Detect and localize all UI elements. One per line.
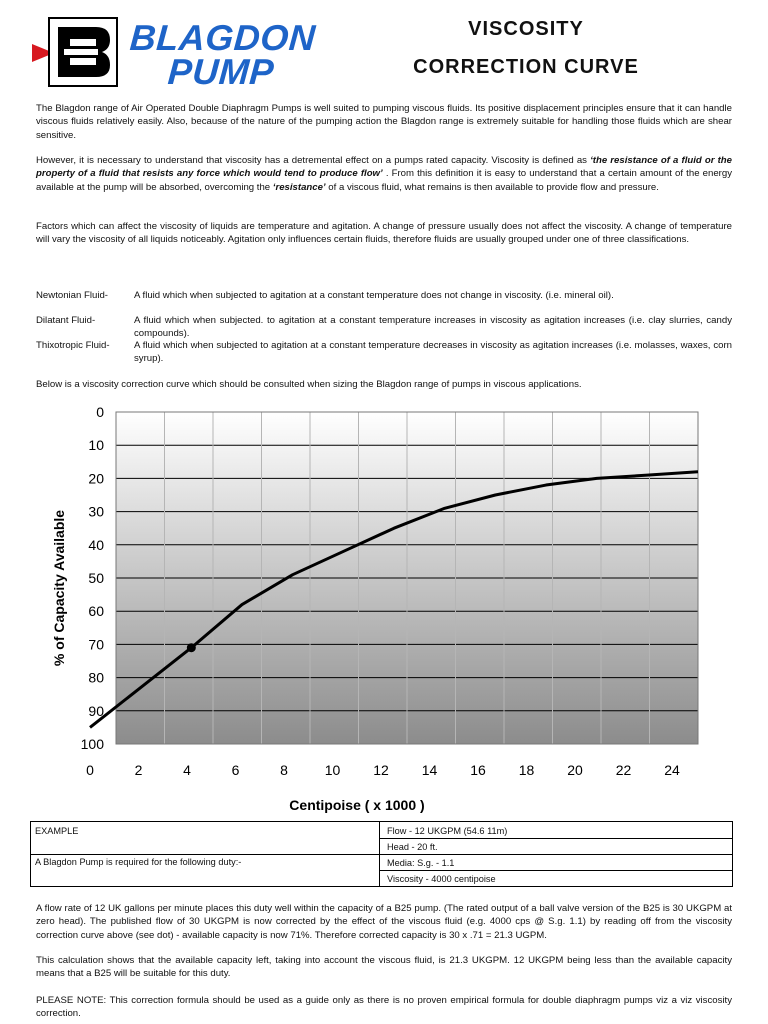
definition-term-dilatant: Dilatant Fluid- bbox=[36, 315, 96, 326]
viscosity-correction-chart bbox=[30, 396, 730, 816]
page-title-line1: VISCOSITY bbox=[468, 18, 584, 40]
definition-quote: ‘the resistance of a fluid or the property of a fluid that resists any force which would tend to produce flow’ bbox=[36, 155, 733, 180]
logo-b-icon bbox=[48, 17, 118, 87]
intro-paragraph-3: Factors which can affect the viscosity of liquids are temperature and agitation. A change of pressure usually does not affect the viscosity. A change of temperature will vary the viscosity of all liquids noticeably. Agitation only influences certain fluids, therefore fluids are usually grouped under one of three classifications. bbox=[36, 221, 732, 246]
definition-term-thixotropic: Thixotropic Fluid- bbox=[36, 340, 110, 351]
example-head: Head - 20 ft. bbox=[387, 842, 438, 852]
resistance-emphasis: ‘resistance’ bbox=[272, 181, 326, 193]
x-tick-label: 18 bbox=[518, 762, 535, 778]
example-table bbox=[30, 821, 733, 887]
x-tick-label: 4 bbox=[183, 762, 191, 778]
definition-text-dilatant: A fluid which when subjected. to agitation at a constant temperature increases in viscosity as agitation increases (i.e. clay slurries, candy compounds). bbox=[134, 315, 732, 340]
definition-text-thixotropic: A fluid which when subjected to agitation at a constant temperature decreases in viscosity as agitation increases (i.e. molasses, waxes, corn syrup). bbox=[134, 340, 732, 365]
y-tick-label: 60 bbox=[88, 603, 104, 620]
example-media: Media: S.g. - 1.1 bbox=[387, 858, 455, 868]
definition-text-newtonian: A fluid which when subjected to agitation at a constant temperature does not change in viscosity. (i.e. mineral oil). bbox=[134, 290, 614, 301]
closing-paragraph-2: This calculation shows that the available capacity left, taking into account the viscous fluid, is 21.3 UKGPM. 12 UKGPM being less than the available capacity means that a B25 will be suitable for this duty. bbox=[36, 955, 732, 980]
y-tick-label: 10 bbox=[88, 437, 104, 454]
y-tick-label: 30 bbox=[88, 503, 104, 520]
x-tick-label: 8 bbox=[280, 762, 288, 778]
intro-paragraph-1: The Blagdon range of Air Operated Double Diaphragm Pumps is well suited to pumping viscous fluids. Its positive displacement principles ensure that it can handle viscous fluids relatively easily. Also, because of the nature of the pumping action the Blagdon range is extremely suitable for handling those fluids which are shear sensitive. bbox=[36, 103, 732, 141]
x-tick-label: 12 bbox=[373, 762, 389, 778]
x-tick-label: 2 bbox=[134, 762, 143, 778]
y-tick-label: 100 bbox=[80, 736, 104, 752]
y-tick-label: 80 bbox=[88, 669, 104, 686]
x-tick-label: 14 bbox=[421, 762, 438, 778]
intro-paragraph-2: However, it is necessary to understand that viscosity has a detremental effect on a pumps rated capacity. Viscosity is defined as ‘the resistance of a fluid or the property of a fluid that resists any force which would tend to produce flow’ . From this definition it is easy to understand that a certain amount of the energy available at the pump will be absorbed, overcoming the ‘resistance’ of a viscous fluid, what remains is then available to provide flow and pressure. bbox=[36, 155, 733, 193]
y-tick-label: 0 bbox=[96, 404, 104, 420]
logo-wordmark-blagdon: BLAGDON bbox=[128, 17, 317, 58]
definition-term-newtonian: Newtonian Fluid- bbox=[36, 290, 108, 301]
x-tick-label: 10 bbox=[324, 762, 341, 778]
x-tick-label: 20 bbox=[567, 762, 583, 778]
x-tick-label: 22 bbox=[615, 762, 632, 778]
example-flow: Flow - 12 UKGPM (54.6 11m) bbox=[387, 826, 508, 836]
y-tick-label: 70 bbox=[88, 636, 104, 653]
example-header: EXAMPLE bbox=[35, 826, 79, 836]
x-tick-label: 16 bbox=[470, 762, 486, 778]
x-tick-label: 24 bbox=[664, 762, 680, 778]
y-axis-label: % of Capacity Available bbox=[51, 509, 67, 667]
x-tick-label: 6 bbox=[231, 762, 240, 778]
chart-intro-text: Below is a viscosity correction curve which should be consulted when sizing the Blagdon range of pumps in viscous applications. bbox=[36, 379, 582, 390]
y-tick-label: 40 bbox=[88, 536, 104, 553]
closing-paragraph-1: A flow rate of 12 UK gallons per minute places this duty well within the capacity of a B25 pump. (The rated output of a ball valve version of the B25 is 30 UKGPM at zero head). The published flow of 30 UKGPM is now corrected by the effect of the viscous fluid (e.g. 4000 cps @ S.g. 1.1) by reading off from the viscosity correction curve above (see dot) - available capacity is now 71%. Therefore corrected capacity is 30 x .71 = 21.3 UGPM. bbox=[36, 903, 732, 941]
y-tick-label: 50 bbox=[88, 570, 104, 586]
x-axis-label: Centipoise ( x 1000 ) bbox=[289, 797, 425, 813]
y-tick-label: 20 bbox=[88, 470, 104, 487]
example-description: A Blagdon Pump is required for the following duty:- bbox=[35, 857, 242, 867]
document-header bbox=[0, 0, 768, 100]
logo-wordmark-pump: PUMP bbox=[166, 51, 276, 92]
closing-paragraph-3: PLEASE NOTE: This correction formula should be used as a guide only as there is no proven empirical formula for double diaphragm pumps viz a viz viscosity correction. bbox=[36, 995, 732, 1020]
example-viscosity: Viscosity - 4000 centipoise bbox=[387, 874, 496, 884]
page-title-line2: CORRECTION CURVE bbox=[413, 56, 639, 78]
data-point-marker bbox=[187, 643, 196, 652]
y-tick-label: 90 bbox=[88, 702, 104, 719]
x-tick-label: 0 bbox=[86, 762, 94, 778]
